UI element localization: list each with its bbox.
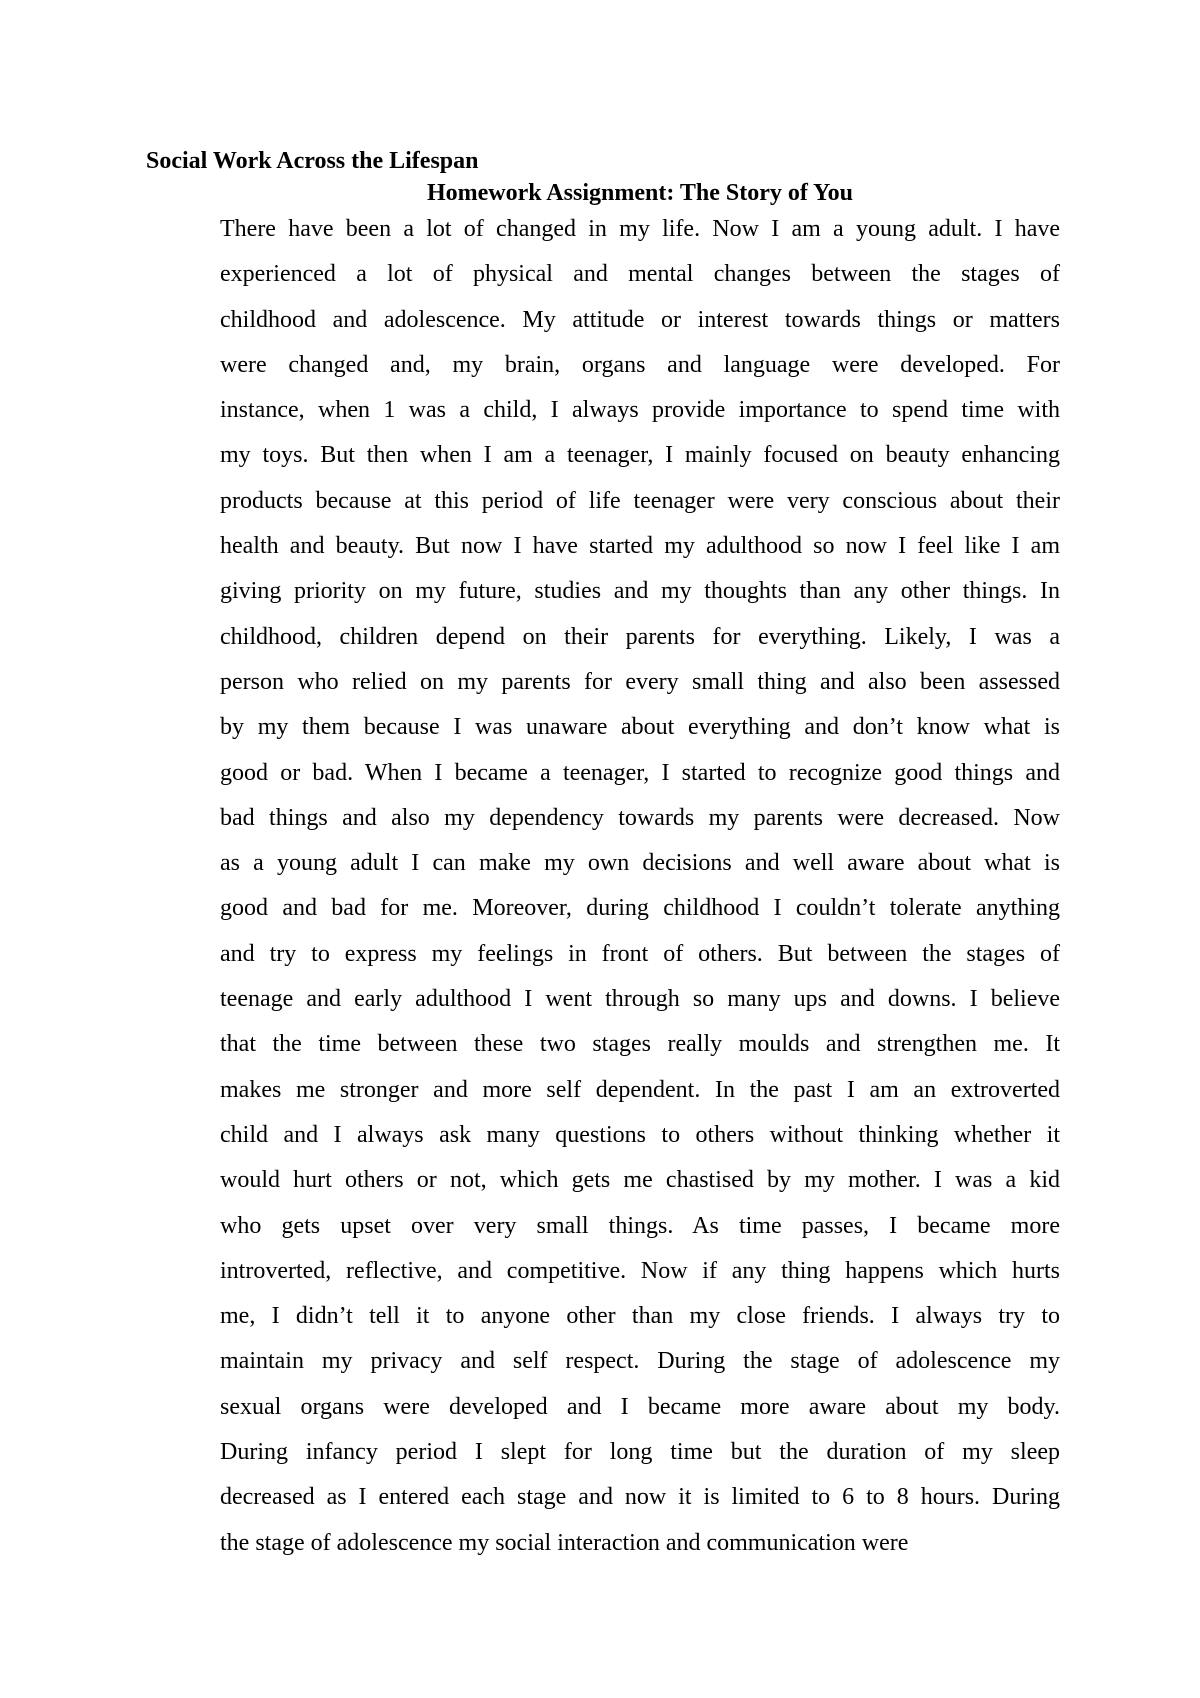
essay-line: introverted, reflective, and competitive. Now if any thing happens which hurts [220, 1257, 1060, 1284]
essay-line: person who relied on my parents for every small thing and also been assessed [220, 668, 1060, 695]
essay-line: decreased as I entered each stage and now it is limited to 6 to 8 hours. During [220, 1484, 1060, 1511]
essay-line: by my them because I was unaware about everything and don’t know what is [220, 714, 1060, 741]
essay-line: health and beauty. But now I have started my adulthood so now I feel like I am [220, 533, 1060, 560]
essay-line: sexual organs were developed and I became more aware about my body. [220, 1393, 1060, 1420]
essay-line: me, I didn’t tell it to anyone other than my close friends. I always try to [220, 1303, 1060, 1330]
essay-line: bad things and also my dependency towards my parents were decreased. Now [220, 804, 1060, 831]
essay-line: child and I always ask many questions to others without thinking whether it [220, 1121, 1060, 1148]
essay-line: maintain my privacy and self respect. During the stage of adolescence my [220, 1348, 1060, 1375]
assignment-title: Homework Assignment: The Story of You [426, 180, 853, 206]
essay-line: teenage and early adulthood I went through so many ups and downs. I believe [220, 986, 1060, 1013]
essay-line: good or bad. When I became a teenager, I started to recognize good things and [220, 759, 1060, 786]
essay-line: the stage of adolescence my social interaction and communication were [220, 1529, 909, 1556]
essay-line: my toys. But then when I am a teenager, I mainly focused on beauty enhancing [220, 442, 1060, 469]
essay-line: makes me stronger and more self dependent. In the past I am an extroverted [220, 1076, 1060, 1103]
essay-line: as a young adult I can make my own decisions and well aware about what is [220, 850, 1060, 877]
course-title: Social Work Across the Lifespan [146, 148, 479, 174]
essay-body [220, 207, 1060, 1566]
essay-line: products because at this period of life teenager were very conscious about their [220, 487, 1060, 514]
essay-line: who gets upset over very small things. As time passes, I became more [220, 1212, 1060, 1239]
essay-line: were changed and, my brain, organs and language were developed. For [220, 351, 1060, 378]
essay-line: childhood, children depend on their parents for everything. Likely, I was a [220, 623, 1060, 650]
essay-line: and try to express my feelings in front of others. But between the stages of [220, 940, 1060, 967]
essay-line: that the time between these two stages really moulds and strengthen me. It [220, 1031, 1060, 1058]
essay-line: good and bad for me. Moreover, during childhood I couldn’t tolerate anything [220, 895, 1060, 922]
essay-line: experienced a lot of physical and mental changes between the stages of [220, 261, 1060, 288]
essay-line: There have been a lot of changed in my life. Now I am a young adult. I have [220, 216, 1060, 242]
essay-line: giving priority on my future, studies and my thoughts than any other things. In [220, 578, 1060, 605]
essay-line: instance, when 1 was a child, I always provide importance to spend time with [220, 397, 1060, 424]
essay-line: childhood and adolescence. My attitude or interest towards things or matters [220, 306, 1060, 333]
essay-line: During infancy period I slept for long time but the duration of my sleep [220, 1439, 1060, 1466]
essay-line: would hurt others or not, which gets me chastised by my mother. I was a kid [220, 1167, 1060, 1194]
